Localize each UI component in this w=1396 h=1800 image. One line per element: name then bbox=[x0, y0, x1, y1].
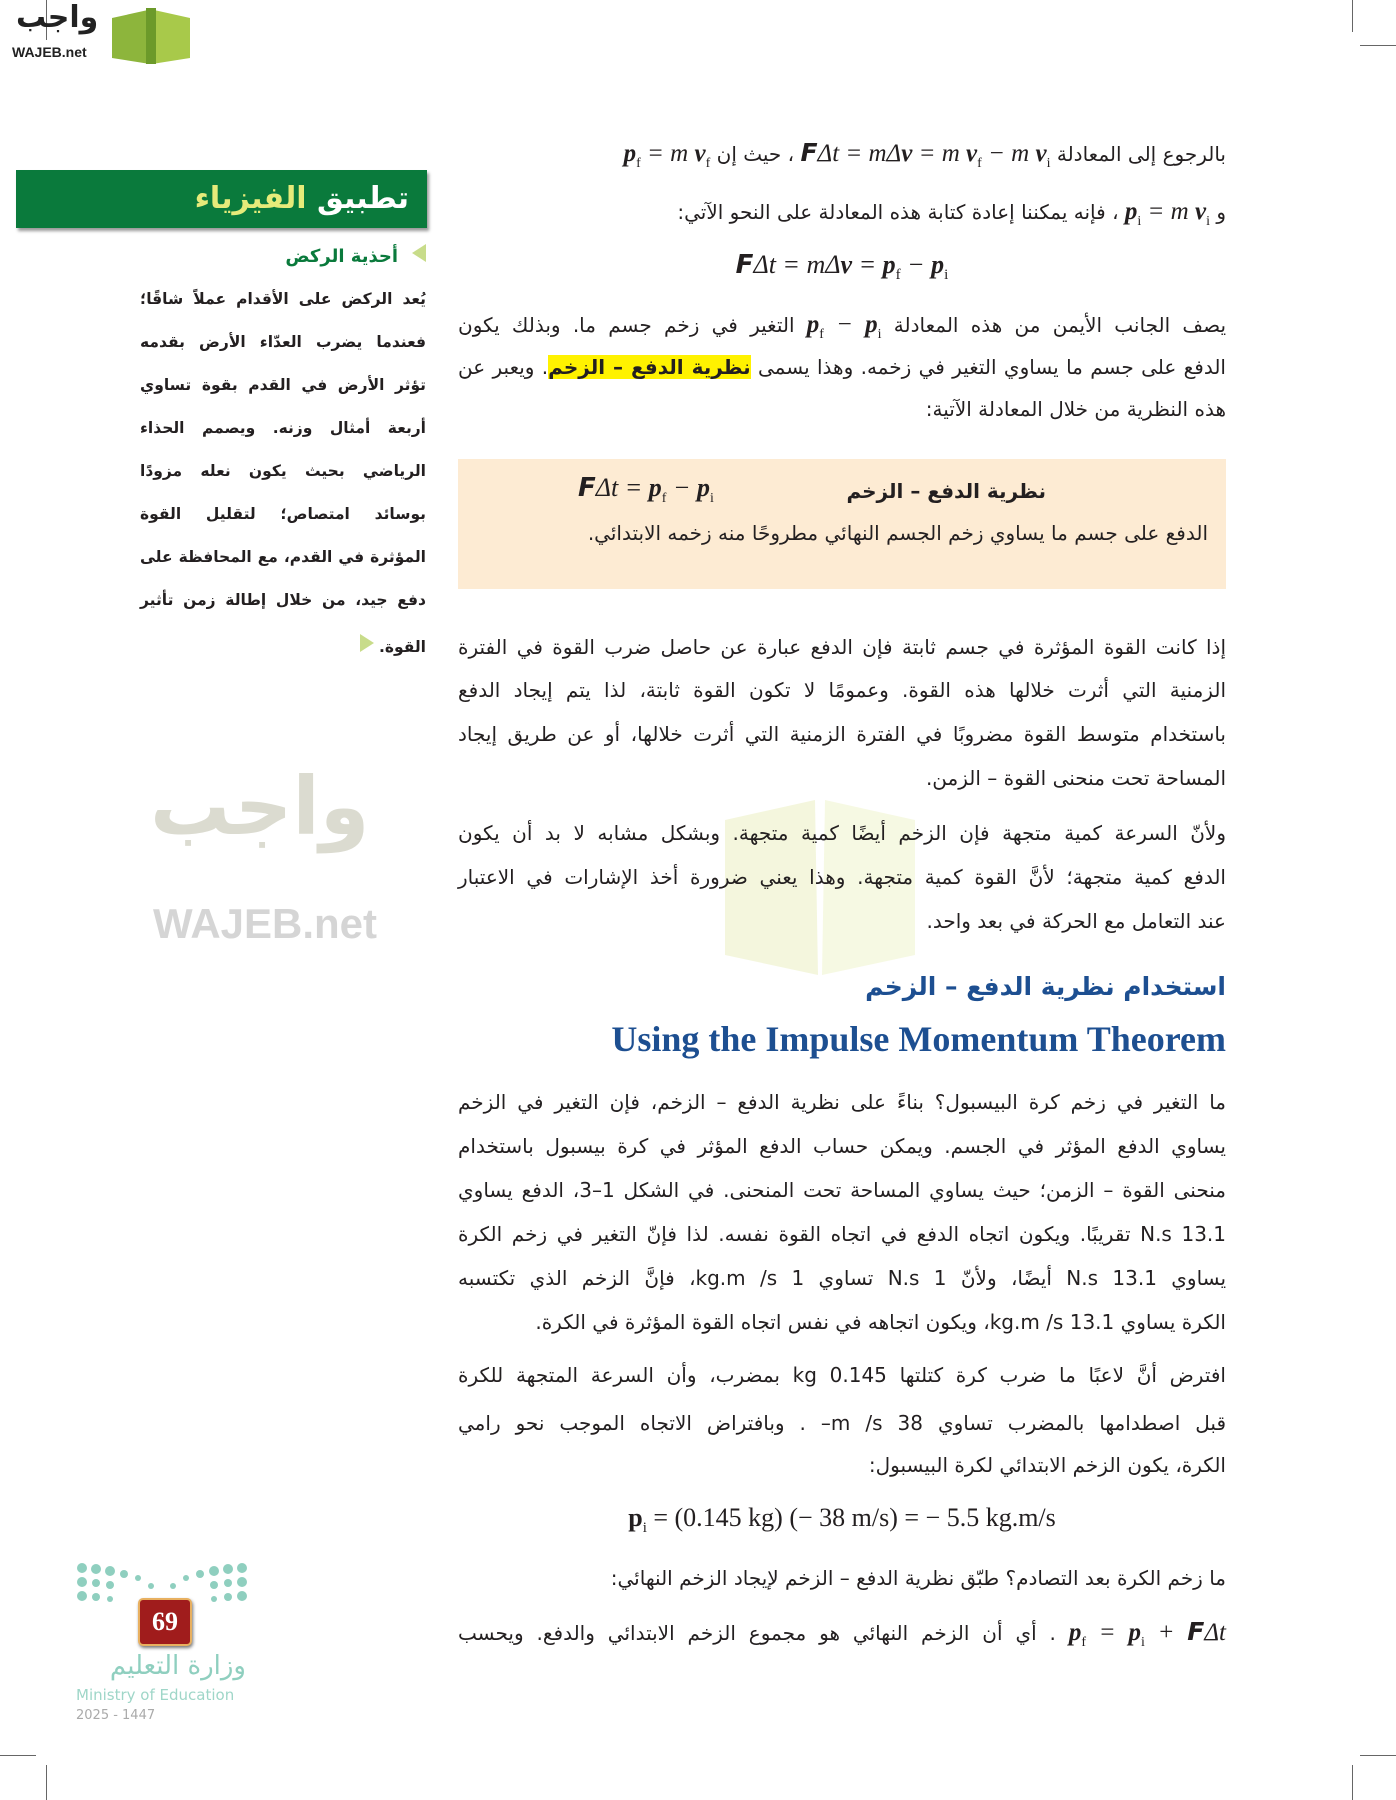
paragraph-line: ما التغير في زخم كرة البيسبول؟ بناءً على نظرية الدفع – الزخم، فإن التغير في الزخم bbox=[458, 1090, 1226, 1114]
crop-mark bbox=[46, 1765, 47, 1800]
ministry-logo bbox=[76, 1560, 256, 1760]
sidebar-line: تؤثر الأرض في القدم بقوة تساوي bbox=[140, 376, 426, 394]
section-heading-english: Using the Impulse Momentum Theorem bbox=[611, 1019, 1226, 1059]
physics-application-title: تطبيق الفيزياء bbox=[16, 170, 427, 228]
sidebar-line: بوسائد امتصاص؛ لتقليل القوة bbox=[140, 505, 426, 523]
watermark-latin: WAJEB.net bbox=[153, 900, 378, 947]
crop-mark bbox=[1360, 1755, 1396, 1756]
paragraph-line: الكرة، يكون الزخم الابتدائي لكرة البيسبول: bbox=[868, 1453, 1226, 1477]
theorem-equation: $F\Delta t = p_f - p_i$ bbox=[578, 473, 714, 507]
theorem-statement: الدفع على جسم ما يساوي زخم الجسم النهائي مطروحًا منه زخمه الابتدائي. bbox=[587, 521, 1208, 545]
equation-initial-momentum: $p_i = (0.145$ kg) (− 38 m/s) = − 5.5 kg.m/s bbox=[628, 1503, 1056, 1537]
paragraph-line: 13.1 N.s تقريبًا. ويكون اتجاه الدفع في اتجاه القوة نفسه. لذا فإنّ التغير في زخم الكرة bbox=[458, 1222, 1226, 1246]
paragraph-line: قبل اصطدامها بالمضرب تساوي 38 m /s– . وبافتراض الاتجاه الموجب نحو رامي bbox=[458, 1411, 1226, 1435]
sidebar-line: المؤثرة في القدم، مع المحافظة على bbox=[140, 548, 426, 566]
logo-arabic: واجب bbox=[16, 0, 99, 35]
paragraph-line: الزمنية التي أثرت خلالها هذه القوة. وعمومًا لا تكون القوة ثابتة، لذا يتم إيجاد الدفع bbox=[458, 678, 1226, 702]
equation-impulse: $F\Delta t = m\Delta v = p_f - p_i$ bbox=[735, 250, 949, 284]
crop-mark bbox=[0, 1755, 36, 1756]
sidebar-subtitle: أحذية الركض bbox=[200, 244, 426, 267]
ministry-english: Ministry of Education bbox=[76, 1686, 235, 1704]
paragraph-line: ما زخم الكرة بعد التصادم؟ طبّق نظرية الدفع – الزخم لإيجاد الزخم النهائي: bbox=[610, 1566, 1226, 1590]
sidebar-line: يُعد الركض على الأقدام عملاً شاقًا؛ bbox=[140, 290, 426, 308]
triangle-left-icon bbox=[412, 244, 426, 262]
paragraph-line: افترض أنَّ لاعبًا ما ضرب كرة كتلتها 0.145 kg بمضرب، وأن السرعة المتجهة للكرة bbox=[458, 1363, 1226, 1387]
theorem-box bbox=[458, 459, 1226, 589]
paragraph-line: $p_f = p_i + F\Delta t$ . أي أن الزخم النهائي هو مجموع الزخم الابتدائي والدفع. ويحسب bbox=[458, 1617, 1226, 1650]
paragraph-line: بالرجوع إلى المعادلة FΔt = mΔv = m $v_f - m$ $v_i$ ، حيث إن $p_f = m$ $v_f$ bbox=[623, 138, 1226, 171]
logo-latin: WAJEB.net bbox=[12, 44, 87, 60]
paragraph-line: هذه النظرية من خلال المعادلة الآتية: bbox=[925, 397, 1226, 421]
sidebar-line: دفع جيد، من خلال إطالة زمن تأثير bbox=[140, 591, 426, 609]
triangle-right-icon bbox=[360, 634, 374, 652]
paragraph-line: إذا كانت القوة المؤثرة في جسم ثابتة فإن الدفع عبارة عن حاصل ضرب القوة في الفترة bbox=[458, 635, 1226, 659]
paragraph-line: المساحة تحت منحنى القوة – الزمن. bbox=[925, 766, 1226, 790]
edition-year: 2025 - 1447 bbox=[76, 1708, 156, 1723]
paragraph-line: باستخدام متوسط القوة مضروبًا في الفترة الزمنية التي أثرت خلالها، أو عن طريق إيجاد bbox=[458, 722, 1226, 746]
page-number: 69 bbox=[138, 1598, 192, 1646]
crop-mark bbox=[1352, 1765, 1353, 1800]
paragraph-line: يصف الجانب الأيمن من هذه المعادلة $p_f - p_i$ التغير في زخم جسم ما. وبذلك يكون bbox=[458, 311, 1227, 342]
crop-mark bbox=[1352, 0, 1353, 32]
highlighted-term: نظرية الدفع – الزخم bbox=[548, 355, 751, 379]
sidebar-line: أربعة أمثال وزنه. ويصمم الحذاء bbox=[140, 419, 426, 437]
paragraph-line: يساوي الدفع المؤثر في الجسم. ويمكن حساب الدفع المؤثر في كرة بيسبول باستخدام bbox=[458, 1134, 1226, 1158]
crop-mark bbox=[1360, 45, 1396, 46]
theorem-label: نظرية الدفع – الزخم bbox=[846, 479, 1046, 503]
watermark-arabic: واجب bbox=[150, 760, 370, 853]
paragraph-line: عند التعامل مع الحركة في بعد واحد. bbox=[926, 909, 1226, 933]
paragraph-line: منحنى القوة – الزمن؛ حيث يساوي المساحة تحت المنحنى. في الشكل 1–3، الدفع يساوي bbox=[458, 1178, 1226, 1202]
paragraph-line: و $p_i = m$ $v_i$ ، فإنه يمكننا إعادة كتابة هذه المعادلة على النحو الآتي: bbox=[677, 198, 1226, 229]
sidebar-line: الرياضي بحيث يكون نعله مزودًا bbox=[140, 462, 426, 480]
paragraph-line: الدفع على جسم ما يساوي التغير في زخمه. وهذا يسمى نظرية الدفع – الزخم. ويعبر عن bbox=[458, 355, 1226, 379]
paragraph-line: يساوي 13.1 N.s أيضًا، ولأنّ 1 N.s تساوي 1 kg.m /s، فإنَّ الزخم الذي تكتسبه bbox=[458, 1266, 1227, 1290]
wajeb-logo[interactable] bbox=[8, 0, 193, 66]
sidebar-line: القوة. bbox=[140, 634, 426, 656]
ministry-arabic: وزارة التعليم bbox=[109, 1651, 246, 1681]
paragraph-line: ولأنّ السرعة كمية متجهة فإن الزخم أيضًا كمية متجهة. وبشكل مشابه لا بد أن يكون bbox=[458, 821, 1226, 845]
paragraph-line: الدفع كمية متجهة؛ لأنَّ القوة كمية متجهة. وهذا يعني ضرورة أخذ الإشارات في الاعتبار bbox=[458, 865, 1226, 889]
sidebar-line: فعندما يضرب العدّاء الأرض بقدمه bbox=[140, 333, 426, 351]
watermark bbox=[150, 760, 420, 980]
section-heading-arabic: استخدام نظرية الدفع – الزخم bbox=[865, 972, 1226, 1001]
paragraph-line: الكرة يساوي 13.1 kg.m /s، ويكون اتجاهه في نفس اتجاه القوة المؤثرة في الكرة. bbox=[535, 1310, 1226, 1334]
book-icon bbox=[108, 6, 194, 66]
